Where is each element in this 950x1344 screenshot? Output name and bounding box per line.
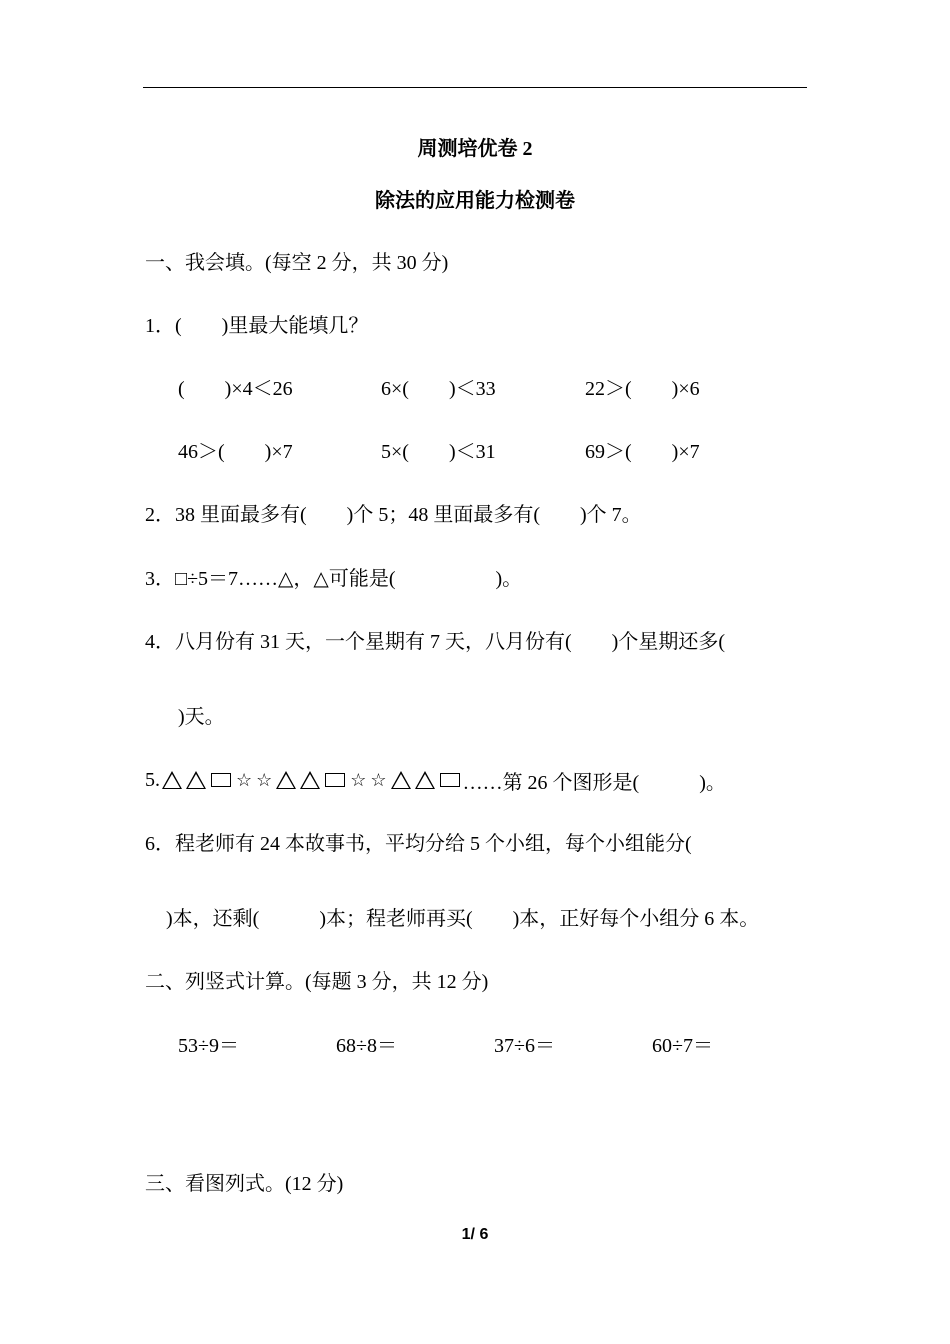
section-2-heading: 二、列竖式计算。(每题 3 分，共 12 分) bbox=[145, 971, 489, 993]
q1-item: 5×( )＜31 bbox=[381, 441, 496, 463]
triangle-outline-icon bbox=[415, 771, 435, 789]
q6-line-1: 6．程老师有 24 本故事书，平均分给 5 个小组，每个小组能分( bbox=[145, 833, 692, 855]
rectangle-outline-icon bbox=[440, 773, 460, 787]
q1-item: 22＞( )×6 bbox=[585, 378, 700, 400]
division-problem: 53÷9＝ bbox=[178, 1035, 239, 1057]
star-outline-icon: ☆ bbox=[350, 769, 367, 790]
q1-item: 69＞( )×7 bbox=[585, 441, 700, 463]
division-problem: 37÷6＝ bbox=[494, 1035, 555, 1057]
triangle-outline-icon bbox=[276, 771, 296, 789]
rectangle-outline-icon bbox=[325, 773, 345, 787]
triangle-outline-icon bbox=[300, 771, 320, 789]
page-number: 1/ 6 bbox=[461, 1226, 489, 1243]
q5-number: 5. bbox=[145, 768, 160, 791]
q3: 3．□÷5＝7……△，△可能是( )。 bbox=[145, 568, 523, 590]
triangle-outline-icon bbox=[162, 771, 182, 789]
section-1-heading: 一、我会填。(每空 2 分，共 30 分) bbox=[145, 252, 449, 274]
q1-item: 6×( )＜33 bbox=[381, 378, 496, 400]
section-3-heading: 三、看图列式。(12 分) bbox=[145, 1173, 344, 1195]
q1-item: ( )×4＜26 bbox=[178, 378, 293, 400]
q1-stem: 1．( )里最大能填几？ bbox=[145, 315, 369, 337]
q2: 2．38 里面最多有( )个 5；48 里面最多有( )个 7。 bbox=[145, 504, 642, 526]
star-outline-icon: ☆ bbox=[370, 769, 387, 790]
rectangle-outline-icon bbox=[211, 773, 231, 787]
triangle-outline-icon bbox=[391, 771, 411, 789]
q4-line-2: )天。 bbox=[178, 706, 225, 728]
division-problem: 68÷8＝ bbox=[336, 1035, 397, 1057]
q1-item: 46＞( )×7 bbox=[178, 441, 293, 463]
q5-tail: ……第 26 个图形是( )。 bbox=[462, 771, 726, 794]
triangle-outline-icon bbox=[186, 771, 206, 789]
page-subtitle: 除法的应用能力检测卷 bbox=[375, 190, 575, 212]
division-problem: 60÷7＝ bbox=[652, 1035, 713, 1057]
q6-line-2: )本，还剩( )本；程老师再买( )本，正好每个小组分 6 本。 bbox=[166, 908, 760, 930]
q5-shape-sequence bbox=[145, 766, 726, 794]
star-outline-icon: ☆ bbox=[256, 769, 273, 790]
q4-line-1: 4．八月份有 31 天，一个星期有 7 天，八月份有( )个星期还多( bbox=[145, 631, 725, 653]
page-title: 周测培优卷 2 bbox=[417, 138, 533, 160]
header-rule bbox=[143, 87, 807, 88]
star-outline-icon: ☆ bbox=[236, 769, 253, 790]
